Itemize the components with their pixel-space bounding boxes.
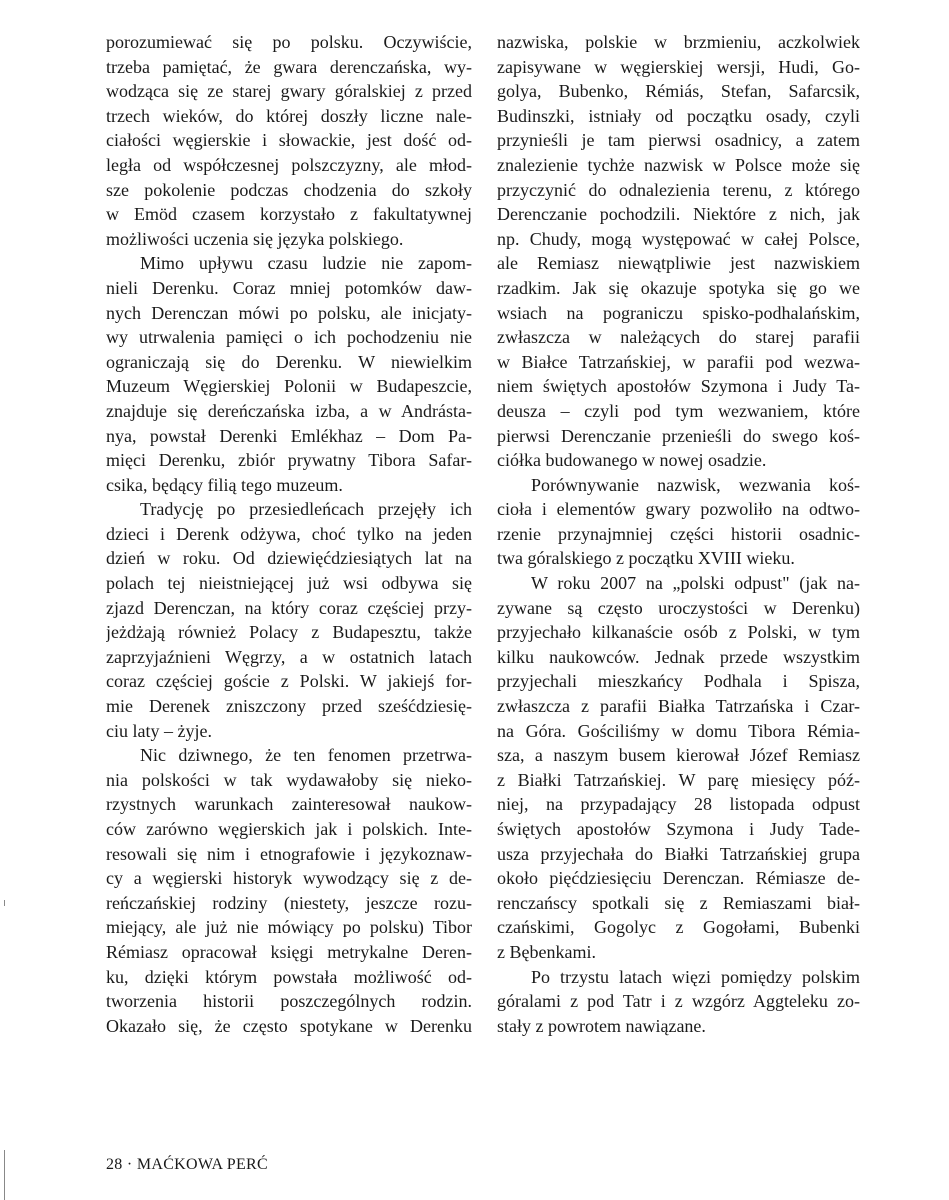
text-line: renczańscy spotkali się z Remiaszami biał- (497, 892, 860, 913)
text-line: wsiach na pograniczu spisko-podhalańskim, (497, 302, 860, 323)
text-line: trzech wieków, do której doszły liczne nale- (106, 105, 472, 126)
text-line: ku, dzięki którym powstała możliwość od- (106, 966, 472, 987)
text-line: stały z powrotem nawiązane. (497, 1015, 706, 1036)
text-line: ciółka budowanego w nowej osadzie. (497, 450, 767, 471)
text-line: porozumiewać się po polsku. Oczywiście, (106, 32, 472, 52)
text-line: zwłaszcza w należących do starej parafii (497, 327, 860, 348)
text-line: nieli Derenku. Coraz mniej potomków daw- (106, 277, 472, 298)
text-line: mięci Derenku, zbiór prywatny Tibora Safar- (106, 450, 472, 471)
text-line: cy a węgierski historyk wywodzący się z de- (106, 868, 472, 889)
text-line: znalezienie tychże nazwisk w Polsce może się (497, 154, 860, 175)
text-line: niej, na przypadający 28 listopada odpust (497, 794, 860, 815)
text-line: Derenczanie pochodzili. Niektóre z nich, jak (497, 204, 860, 225)
text-line: wodząca się ze starej gwary góralskiej z przed (106, 81, 472, 102)
scan-margin-edge (4, 1150, 5, 1200)
text-line: Nic dziwnego, że ten fenomen przetrwa- (140, 745, 472, 766)
text-line: kilku naukowców. Jednak przede wszystkim (497, 646, 860, 667)
text-line: niem świętych apostołów Szymona i Judy Ta- (497, 376, 860, 397)
text-line: twa góralskiego z początku XVIII wieku. (497, 548, 795, 569)
text-line: Po trzystu latach więzi pomiędzy polskim (531, 966, 860, 987)
text-line: jeżdżają również Polacy z Budapesztu, także (106, 622, 472, 643)
text-line: W roku 2007 na „polski odpust" (jak na- (531, 573, 860, 594)
text-line: pierwsi Derenczanie przenieśli do swego koś- (497, 425, 860, 446)
text-line: w Białce Tatrzańskiej, w parafii pod wezwa- (497, 351, 860, 372)
text-line: deusza – czyli pod tym wezwaniem, które (497, 400, 860, 421)
text-line: wy utrwalenia pamięci o ich pochodzeniu nie (106, 327, 472, 348)
text-line: możliwości uczenia się języka polskiego. (106, 228, 404, 249)
text-line: nya, powstał Derenki Emlékhaz – Dom Pa- (106, 425, 472, 446)
text-line: usza przyjechała do Białki Tatrzańskiej grupa (497, 843, 860, 864)
text-line: z Bębenkami. (497, 941, 596, 962)
text-line: Mimo upływu czasu ludzie nie zapom- (140, 253, 472, 274)
text-line: góralami z pod Tatr i z wzgórz Aggteleku zo- (497, 991, 860, 1012)
text-line: legła od współczesnej polszczyzny, ale młod- (106, 154, 472, 175)
text-line: z Białki Tatrzańskiej. W parę miesięcy póź- (497, 769, 860, 790)
text-line: zwłaszcza z parafii Białka Tatrzańska i Czar- (497, 696, 860, 717)
text-line: przyczynić do odnalezienia terenu, z którego (497, 179, 860, 200)
text-line: przyjechali mieszkańcy Podhala i Spisza, (497, 671, 860, 692)
text-line: ograniczają się do Derenku. W niewielkim (106, 351, 472, 372)
text-line: Tradycję po przesiedleńcach przejęły ich (140, 499, 472, 520)
text-line: Okazało się, że często spotykane w Derenku (106, 1015, 472, 1036)
text-line: nazwiska, polskie w brzmieniu, aczkolwiek (497, 32, 860, 52)
text-line: resowali się nim i etnografowie i językoznaw- (106, 843, 472, 864)
text-line: golya, Bubenko, Rémiás, Stefan, Safarcsik, (497, 81, 860, 102)
text-line: np. Chudy, mogą występować w całej Polsce, (497, 228, 860, 249)
text-line: ale Remiasz niewątpliwie jest nazwiskiem (497, 253, 860, 274)
text-line: dzieci i Derenk odżywa, choć tylko na jeden (106, 523, 472, 544)
right-column (497, 30, 860, 1038)
text-line: przyjechało kilkanaście osób z Polski, w tym (497, 622, 860, 643)
text-line: czańskimi, Gogolyc z Gogołami, Bubenki (497, 917, 860, 938)
text-line: Muzeum Węgierskiej Polonii w Budapeszcie, (106, 376, 472, 397)
scan-margin-mark (4, 900, 5, 906)
left-column (106, 30, 472, 1038)
text-line: rzystnych warunkach zainteresował naukow- (106, 794, 472, 815)
text-line: na Góra. Gościliśmy w domu Tibora Rémia- (497, 720, 860, 741)
text-line: rzenie przynajmniej części historii osadnic- (497, 523, 860, 544)
text-line: csika, będący filią tego muzeum. (106, 474, 343, 495)
text-line: tworzenia historii poszczególnych rodzin. (106, 991, 472, 1012)
text-line: Rémiasz opracował księgi metrykalne Deren- (106, 941, 472, 962)
text-line: przynieśli je tam pierwsi osadnicy, a zatem (497, 130, 860, 151)
text-line: nia polskości w tak wydawałoby się nieko- (106, 769, 472, 790)
text-line: świętych apostołów Szymona i Judy Tade- (497, 819, 860, 839)
text-line: reńczańskiej rodziny (niestety, jeszcze rozu- (106, 892, 472, 913)
text-line: mie Derenek zniszczony przed sześćdziesię- (106, 696, 472, 717)
text-line: coraz częściej goście z Polski. W jakiejś for- (106, 671, 472, 692)
text-line: rzadkim. Jak się okazuje spotyka się go we (497, 277, 860, 298)
text-line: zjazd Derenczan, na który coraz częściej przy- (106, 597, 472, 618)
text-line: dzień w roku. Od dziewięćdziesiątych lat na (106, 548, 472, 569)
text-line: znajduje się dereńczańska izba, a w Andrásta- (106, 400, 472, 421)
text-line: cioła i elementów gwary pozwoliło na odtwo- (497, 499, 860, 520)
text-line: w Emöd czasem korzystało z fakultatywnej (106, 204, 472, 225)
text-line: miejący, ale już nie mówiący po polsku) Tibor (106, 917, 472, 938)
text-line: Porównywanie nazwisk, wezwania koś- (531, 474, 860, 495)
text-line: zapisywane w węgierskiej wersji, Hudi, Go- (497, 56, 860, 77)
text-line: trzeba pamiętać, że gwara derenczańska, wy- (106, 56, 472, 77)
text-line: sze pokolenie podczas chodzenia do szkoły (106, 179, 472, 200)
text-line: zywane są często uroczystości w Derenku) (497, 597, 860, 618)
text-line: ciałości węgierskie i słowackie, jest dość od- (106, 130, 472, 151)
text-line: sza, a naszym busem kierował Józef Remiasz (497, 745, 860, 766)
text-line: ców zarówno węgierskich jak i polskich. Inte- (106, 819, 472, 839)
text-line: Budinszki, istniały od początku osady, czyli (497, 105, 860, 126)
page-footer: 28 · MAĆKOWA PERĆ (106, 1156, 269, 1173)
text-line: około pięćdziesięciu Derenczan. Rémiasze de- (497, 868, 860, 889)
text-line: zaprzyjaźnieni Węgrzy, a w ostatnich latach (106, 646, 472, 667)
text-line: polach tej nieistniejącej już wsi odbywa się (106, 573, 472, 594)
text-line: ciu laty – żyje. (106, 720, 212, 741)
text-line: nych Derenczan mówi po polsku, ale inicjaty- (106, 302, 472, 323)
